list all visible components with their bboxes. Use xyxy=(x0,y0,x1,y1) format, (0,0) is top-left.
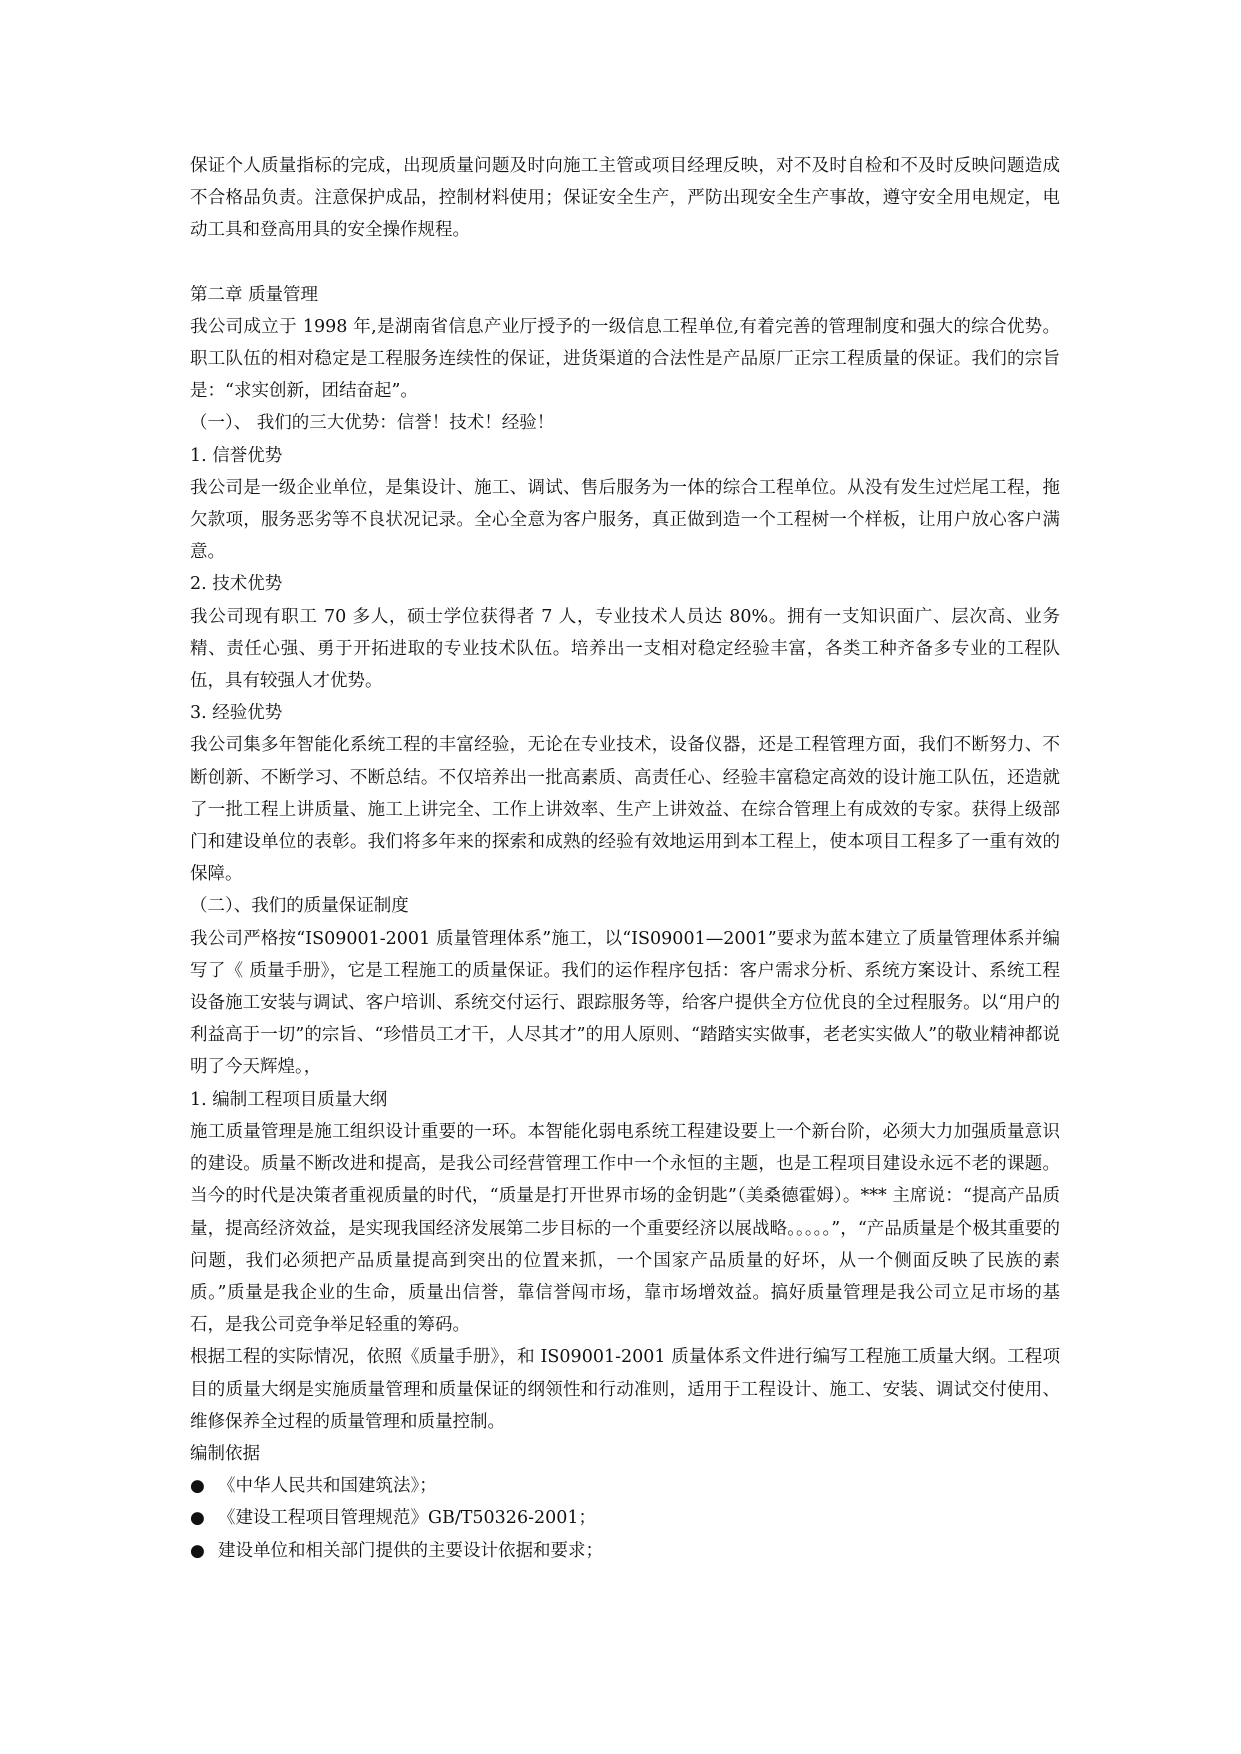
bullet-icon: ● xyxy=(190,1540,205,1561)
chapter-title: 第二章 质量管理 xyxy=(190,284,319,305)
list-item-text: 《中华人民共和国建筑法》； xyxy=(218,1476,437,1497)
heading-quality-outline: 1. 编制工程项目质量大纲 xyxy=(190,1089,388,1110)
paragraph-experience: 我公司集多年智能化系统工程的丰富经验，无论在专业技术，设备仪器，还是工程管理方面，我们不断努力、不断创新、不断学习、不断总结。不仅培养出一批高素质、高责任心、经验丰富稳定高效的设计施工队伍，还造就了一批工程上讲质量、施工上讲完全、工作上讲效率、生产上讲效益、在综合管理上有成效的专家。获得上级部门和建设单位的表彰。我们将多年来的探索和成熟的经验有效地运用到本工程上，使本项目工程多了一重有效的保障。 xyxy=(190,735,1060,885)
list-item xyxy=(190,1470,1060,1502)
list-item-text: 建设单位和相关部门提供的主要设计依据和要求； xyxy=(218,1540,603,1561)
list-item xyxy=(190,1502,1060,1534)
heading-technology: 2. 技术优势 xyxy=(190,574,283,595)
heading-quality-system: （二）、我们的质量保证制度 xyxy=(190,896,409,917)
list-item xyxy=(190,1535,1060,1567)
paragraph-company-intro: 我公司成立于 1998 年,是湖南省信息产业厅授予的一级信息工程单位,有着完善的管理制度和强大的综合优势。职工队伍的相对稳定是工程服务连续性的保证，进货渠道的合法性是产品原厂正宗工程质量的保证。我们的宗旨是：“求实创新，团结奋起”。 xyxy=(190,316,1060,402)
bullet-icon: ● xyxy=(190,1508,205,1529)
paragraph-quality-management: 施工质量管理是施工组织设计重要的一环。本智能化弱电系统工程建设要上一个新台阶，必须大力加强质量意识的建设。质量不断改进和提高，是我公司经营管理工作中一个永恒的主题，也是工程项目建设永远不老的课题。当今的时代是决策者重视质量的时代，“质量是打开世界市场的金钥匙”（美桑德霍姆）。*** 主席说：“提高产品质量，提高经济效益，是实现我国经济发展第二步目标的一个重要经济以展战略。。。。。”，“产品质量是个极其重要的问题，我们必须把产品质量提高到突出的位置来抓，一个国家产品质量的好坏，从一个侧面反映了民族的素质。”质量是我企业的生命，质量出信誉，靠信誉闯市场，靠市场增效益。搞好质量管理是我公司立足市场的基石，是我公司竞争举足轻重的筹码。 xyxy=(190,1121,1060,1336)
section-gap xyxy=(190,247,1060,279)
document-page xyxy=(190,150,1060,1567)
heading-compilation-basis: 编制依据 xyxy=(190,1443,260,1464)
bullet-icon: ● xyxy=(190,1476,205,1497)
paragraph-reputation: 我公司是一级企业单位，是集设计、施工、调试、售后服务为一体的综合工程单位。从没有发生过烂尾工程，拖欠款项，服务恶劣等不良状况记录。全心全意为客户服务，真正做到造一个工程树一个样板，让用户放心客户满意。 xyxy=(190,477,1060,563)
paragraph-quality-outline-basis: 根据工程的实际情况，依照《质量手册》，和 IS09001-2001 质量体系文件进行编写工程施工质量大纲。工程项目的质量大纲是实施质量管理和质量保证的纲领性和行动准则，适用于工程设计、施工、安装、调试交付使用、维修保养全过程的质量管理和质量控制。 xyxy=(190,1347,1060,1432)
paragraph-quality-system: 我公司严格按“IS09001-2001 质量管理体系”施工，以“IS09001—2001”要求为蓝本建立了质量管理体系并编写了《 质量手册》，它是工程施工的质量保证。我们的运作程序包括：客户需求分析、系统方案设计、系统工程设备施工安装与调试、客户培训、系统交付运行、跟踪服务等，给客户提供全方位优良的全过程服务。以“用户的利益高于一切”的宗旨、“珍惜员工才干，人尽其才”的用人原则、“踏踏实实做事，老老实实做人”的敬业精神都说明了今天辉煌。， xyxy=(190,928,1060,1078)
paragraph-technology: 我公司现有职工 70 多人，硕士学位获得者 7 人，专业技术人员达 80%。拥有一支知识面广、层次高、业务精、责任心强、勇于开拓进取的专业技术队伍。培养出一支相对稳定经验丰富，各类工种齐备多专业的工程队伍，具有较强人才优势。 xyxy=(190,606,1060,692)
paragraph-intro: 保证个人质量指标的完成，出现质量问题及时向施工主管或项目经理反映，对不及时自检和不及时反映问题造成不合格品负责。注意保护成品，控制材料使用；保证安全生产，严防出现安全生产事故，遵守安全用电规定，电动工具和登高用具的安全操作规程。 xyxy=(190,156,1060,241)
heading-three-advantages: （一）、 我们的三大优势：信誉！技术！经验！ xyxy=(190,413,555,434)
heading-reputation: 1. 信誉优势 xyxy=(190,445,283,466)
heading-experience: 3. 经验优势 xyxy=(190,703,283,724)
list-item-text: 《建设工程项目管理规范》GB/T50326-2001； xyxy=(218,1508,597,1529)
